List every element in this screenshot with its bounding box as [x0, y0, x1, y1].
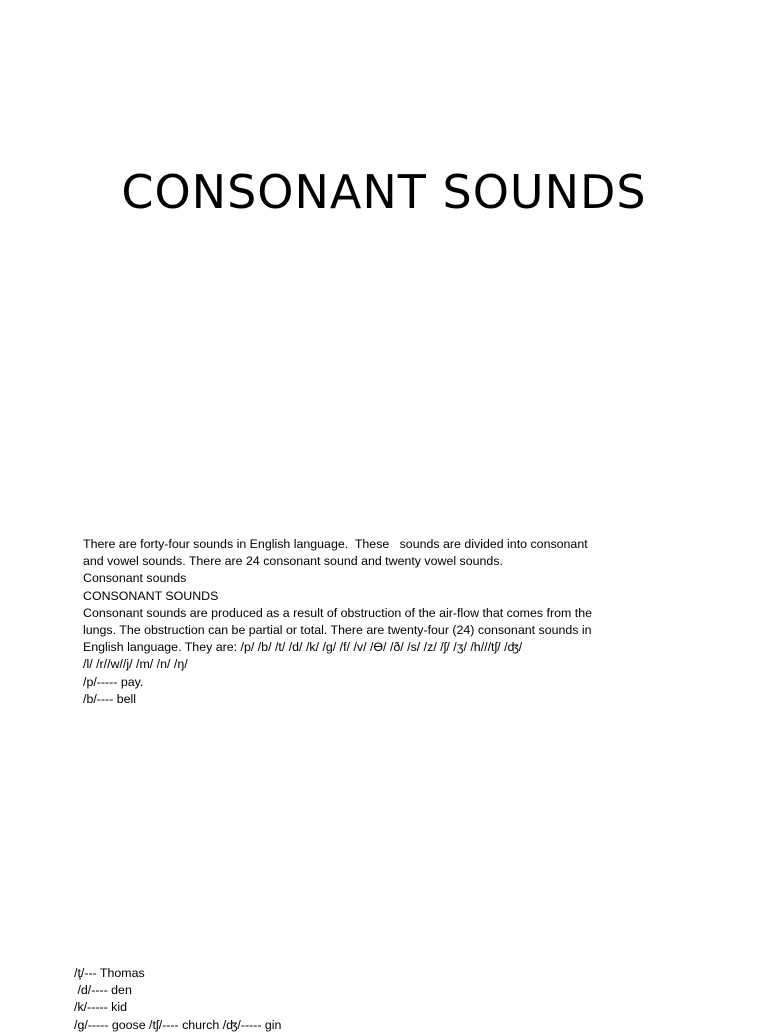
intro-paragraph	[83, 536, 643, 708]
text-line: /g/----- goose /tʃ/---- church /ʤ/----- gin	[74, 1017, 282, 1032]
text-line: lungs. The obstruction can be partial or total. There are twenty-four (24) consonant sounds in	[83, 623, 592, 638]
text-line: English language. They are: /p/ /b/ /t/ /d/ /k/ /g/ /f/ /v/ /Ɵ/ /ð/ /s/ /z/ /ʃ/ /ʒ/ /h///tʃ/ /ʤ/	[83, 640, 523, 655]
text-line: /l/ /r//w//j/ /m/ /n/ /ŋ/	[83, 657, 188, 672]
text-line: /d/---- den	[74, 983, 132, 998]
page-title: CONSONANT SOUNDS	[121, 165, 647, 219]
text-line: /ţ/--- Thomas	[74, 966, 145, 980]
text-line: Consonant sounds	[83, 571, 187, 586]
text-line: CONSONANT SOUNDS	[83, 588, 219, 603]
text-line: Consonant sounds are produced as a result of obstruction of the air-flow that comes from the	[83, 605, 592, 620]
text-line: There are forty-four sounds in English language. These sounds are divided into consonant	[83, 537, 588, 551]
text-line: and vowel sounds. There are 24 consonant sound and twenty vowel sounds.	[83, 554, 503, 569]
text-line: /k/----- kid	[74, 1000, 127, 1015]
examples-list	[74, 965, 674, 1034]
text-line: /b/---- bell	[83, 691, 137, 706]
text-line: /p/----- pay.	[83, 674, 144, 689]
